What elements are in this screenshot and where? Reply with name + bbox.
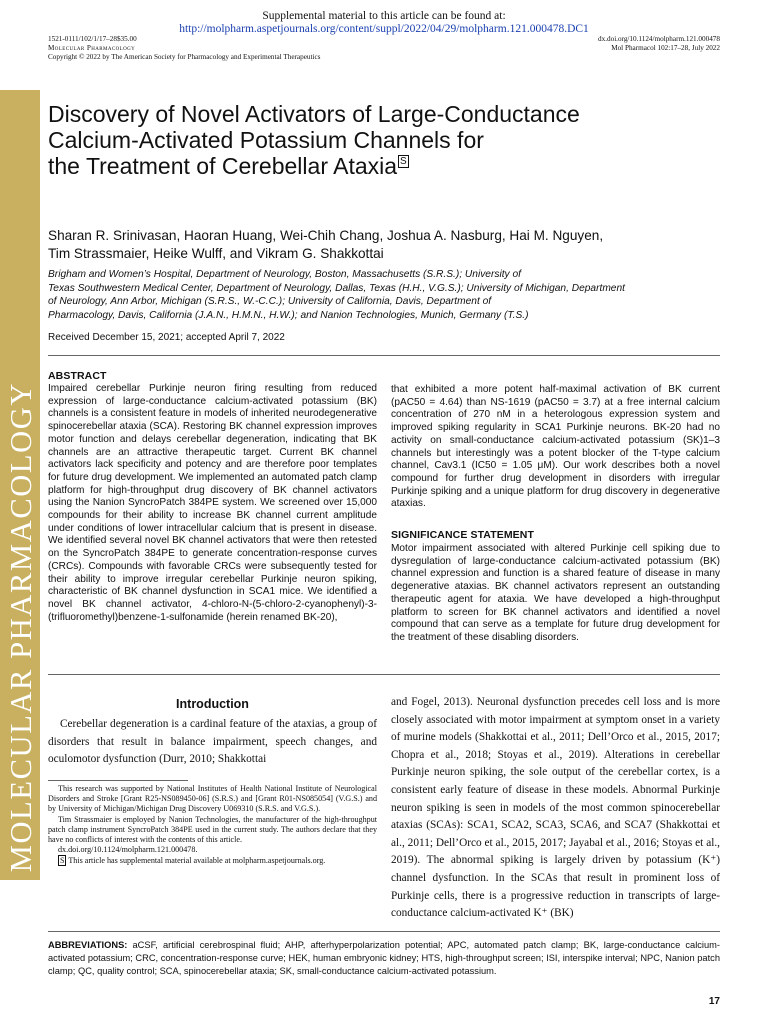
sidebar-journal-title: MOLECULAR PHARMACOLOGY: [4, 381, 38, 872]
supplemental-badge-icon: S: [60, 856, 65, 866]
running-header-right: [598, 35, 720, 53]
conflict-footnote: Tim Strassmaier is employed by Nanion Technologies, the manufacturer of the high-throughput patch clamp instrument SyncroPatch 384PE used in the current study. The authors declare that they have no conflicts of interest with the contents of this article.: [48, 814, 377, 845]
copyright-line: Copyright © 2022 by The American Society for Pharmacology and Experimental Therapeutics: [48, 53, 321, 61]
affiliation-line: of Neurology, Ann Arbor, Michigan (S.R.S., W.-C.C.); University of California, Davis, Department of: [48, 296, 492, 307]
received-dates: Received December 15, 2021; accepted April 7, 2022: [48, 332, 285, 343]
introduction-text-right: and Fogel, 2013). Neuronal dysfunction precedes cell loss and is more closely associated with motor impairment at symptom onset in a variety of murine models (Shakkottai et al., 2011; Dell’Orco et al., 2015, 2017; Chopra et al., 2018; Stoyas et al., 2019). Alterations in cerebellar Purkinje neuron spiking, the sole output of the cerebellar cortex, is a consistent early feature of disease in these models. Abnormal Purkinje neuron spiking is seen in models of the most common spinocerebellar ataxias (SCAs): SCA1, SCA2, SCA3, SCA6, and SCA7 (Shakkottai et al., 2011; Dell’Orco et al., 2015, 2017; Jayabal et al., 2016; Stoyas et al., 2019). The abnormal spiking is largely driven by potassium (K⁺) channel dysfunction. In the SCAs that result in prominent loss of Purkinje cells, there is a progressive reduction in transcripts of large-conductance calcium-activated K⁺ (BK): [391, 696, 720, 920]
abbreviations: [48, 939, 720, 978]
funding-footnote: This research was supported by National Institutes of Health National Institute of Neurological Disorders and Stroke [Grant R25-NS089450-06] (S.R.S.) and [Grant R01-NS085054] (V.G.S.) and by University of Michigan/Michigan Drug Discovery U069310 (S.R.S. and V.G.S.).: [48, 784, 377, 814]
doi-footnote[interactable]: dx.doi.org/10.1124/molpharm.121.000478.: [58, 845, 198, 855]
divider-top: [48, 355, 720, 356]
affiliation-line: Brigham and Women’s Hospital, Department of Neurology, Boston, Massachusetts (S.R.S.); University of: [48, 269, 521, 280]
supplemental-notice: [0, 10, 768, 36]
significance-statement: [391, 529, 720, 645]
citation-line: Mol Pharmacol 102:17–28, July 2022: [611, 44, 720, 52]
abstract-right: [391, 384, 720, 511]
supplemental-footnote: [48, 855, 377, 866]
page-number: 17: [708, 996, 720, 1007]
authors-line-2: Tim Strassmaier, Heike Wulff, and Vikram G. Shakkottai: [48, 246, 384, 261]
divider-bottom: [48, 931, 720, 932]
abbreviations-label: ABBREVIATIONS:: [48, 940, 128, 950]
title-line-3: [48, 153, 718, 179]
article-title: [48, 101, 718, 179]
abstract-left: [48, 370, 377, 624]
abstract-text-right: that exhibited a more potent half-maximal activation of BK current (pAC50 = 4.64) than NS-1619 (pAC50 = 3.7) at a free internal calcium concentration of 270 nM in a heterologous expression system and improved spiking regularity in SCA1 Purkinje neurons. BK-20 had no activity on small-conductance calcium-activated potassium (SK)1–3 channels but interestingly was a potent blocker of the T-type calcium channel, Cav3.1 (IC50 = 1.05 μM). Our work describes both a novel compound for further drug development in disorders with irregular Purkinje spiking and a unique platform for drug discovery in degenerative ataxias.: [391, 384, 720, 510]
supplemental-line: Supplemental material to this article can be found at:: [262, 10, 506, 22]
supplemental-footnote-text: This article has supplemental material available at molpharm.aspetjournals.org.: [68, 856, 326, 866]
abstract-heading: ABSTRACT: [48, 370, 107, 382]
title-line-3-text: the Treatment of Cerebellar Ataxia: [48, 153, 398, 179]
title-line-1: Discovery of Novel Activators of Large-Conductance: [48, 101, 580, 127]
footnote-rule: [48, 780, 188, 781]
divider-mid: [48, 674, 720, 675]
affiliation-line: Pharmacology, Davis, California (J.A.N., H.M.N., H.W.); and Nanion Technologies, Munich, Germany (T.S.): [48, 309, 529, 321]
journal-name: Molecular Pharmacology: [48, 44, 136, 52]
significance-heading: SIGNIFICANCE STATEMENT: [391, 529, 534, 541]
doi-line: dx.doi.org/10.1124/molpharm.121.000478: [598, 35, 720, 43]
journal-sidebar: [0, 90, 40, 880]
affiliations: [48, 268, 728, 322]
footnotes: [48, 784, 377, 867]
supplemental-badge-icon[interactable]: S: [400, 156, 407, 167]
introduction-heading: Introduction: [176, 697, 249, 711]
authors-line-1: Sharan R. Srinivasan, Haoran Huang, Wei-Chih Chang, Joshua A. Nasburg, Hai M. Nguyen,: [48, 228, 604, 243]
introduction-text-left: Cerebellar degeneration is a cardinal feature of the ataxias, a group of disorders that result in balance impairment, speech changes, and oculomotor dysfunction (Durr, 2010; Shakkottai: [48, 718, 377, 766]
abstract-text-left: Impaired cerebellar Purkinje neuron firing resulting from reduced expression of large-conductance calcium-activated potassium (BK) channels is a consistent feature in models of inherited neurodegenerative spinocerebellar ataxia (SCA). Restoring BK channel expression improves motor function and delays cerebellar degeneration, indicating that BK channels are an attractive therapeutic target. Current BK channel activators lack specificity and potency and are therefore poor templates for future drug development. We implemented an automated patch clamp platform for high-throughput drug discovery of BK channel activators using the Nanion SyncroPatch 384PE system. We screened over 15,000 compounds for their ability to increase BK channel current amplitude under conditions of lower intracellular calcium that is present in disease. We identified several novel BK channel activators that were then retested on the SyncroPatch 384PE to generate concentration-response curves (CRCs). Compounds with favorable CRCs were subsequently tested for their ability to improve irregular cerebellar Purkinje neuron spiking, characteristic of BK channel dysfunction in SCA1 mice. We identified a novel BK channel activator, 4-chloro-N-(5-chloro-2-cyanophenyl)-3-(trifluoromethyl)benzene-1-sulfonamide (herein renamed BK-20),: [48, 383, 377, 623]
title-line-2: Calcium-Activated Potassium Channels for: [48, 127, 484, 153]
supplemental-link[interactable]: http://molpharm.aspetjournals.org/content/suppl/2022/04/29/molpharm.121.000478.DC1: [179, 23, 589, 35]
affiliation-line: Texas Southwestern Medical Center, Department of Neurology, Dallas, Texas (H.H., V.G.S.); University of Michigan, Department: [48, 282, 625, 294]
running-header-left: [48, 35, 320, 62]
abbreviations-text: aCSF, artificial cerebrospinal fluid; AHP, afterhyperpolarization potential; APC, automated patch clamp; BK, large-conductance calcium-activated potassium; CRC, concentration-response curve; HEK, human embryonic kidney; HTS, high-throughput screen; ISI, interspike interval; NPC, Nanion patch clamp; QC, quality control; SCA, spinocerebellar ataxia; SK, small-conductance calcium-activated potassium.: [48, 940, 720, 976]
significance-text: Motor impairment associated with altered Purkinje cell spiking due to dysregulation of large-conductance calcium-activated potassium (BK) channel expression and function is a shared feature of disease in many degenerative ataxias. BK channel activators represent an outstanding therapeutic agent for ataxia. We have developed a high-throughput platform to screen for BK channel activators and identified a novel compound that can serve as a template for future drug development for the treatment of these disabling disorders.: [391, 543, 720, 643]
issn-line: 1521-0111/102/1/17–28$35.00: [48, 35, 137, 43]
author-list: [48, 227, 738, 263]
